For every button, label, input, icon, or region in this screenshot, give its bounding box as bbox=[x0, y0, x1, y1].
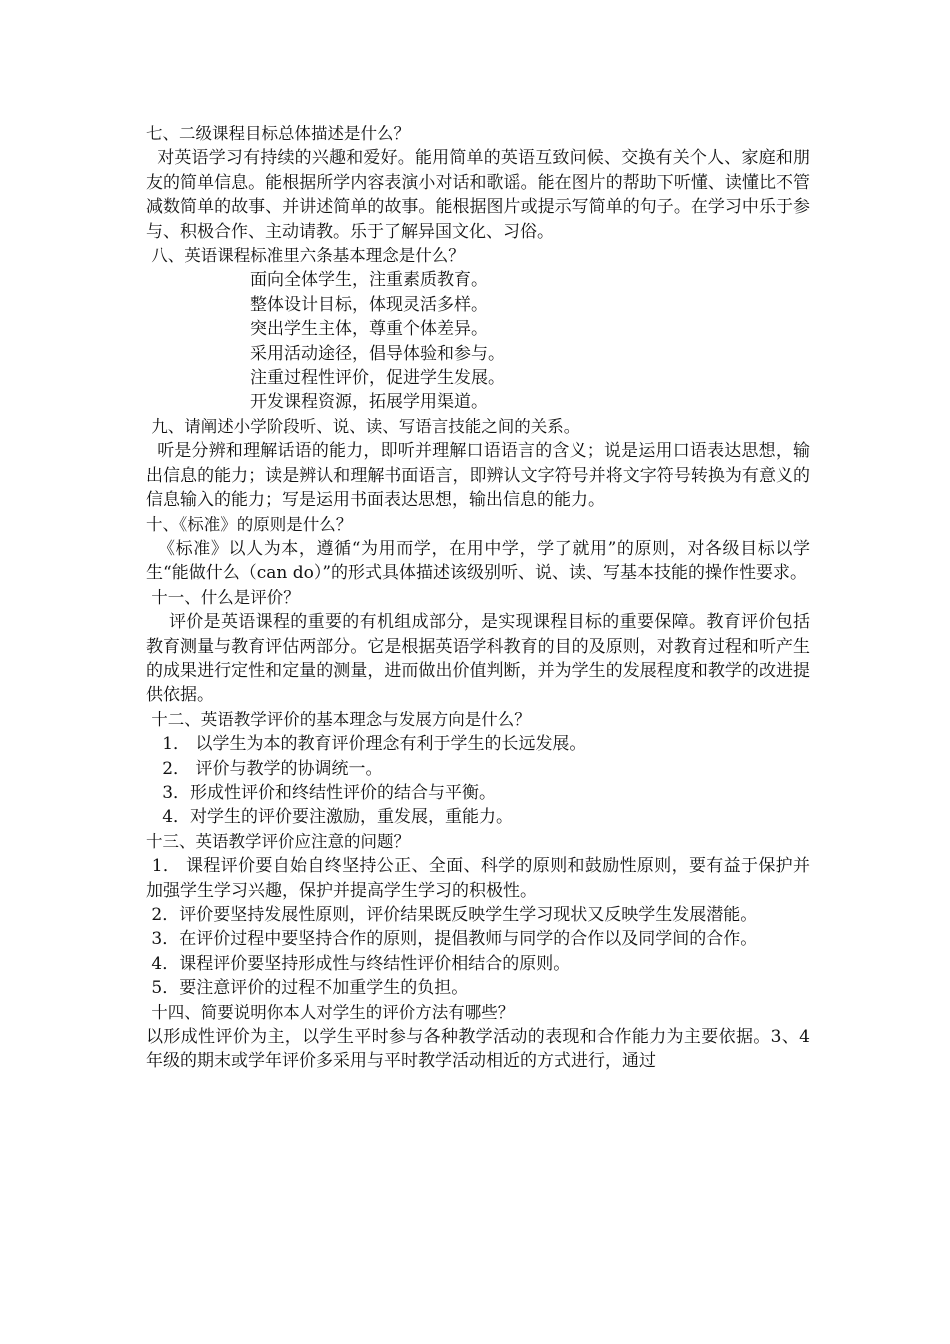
body-paragraph: 4．对学生的评价要注激励，重发展，重能力。 bbox=[146, 807, 514, 828]
body-paragraph: 3．在评价过程中要坚持合作的原则，提倡教师与同学的合作以及同学间的合作。 bbox=[146, 929, 758, 950]
section-heading: 十、《标准》的原则是什么？ bbox=[146, 514, 353, 534]
body-paragraph: 4．课程评价要坚持形成性与终结性评价相结合的原则。 bbox=[146, 953, 571, 974]
body-paragraph: 对英语学习有持续的兴趣和爱好。能用简单的英语互致问候、交换有关个人、家庭和朋友的简单信息。能根据所学内容表演小对话和歌谣。能在图片的帮助下听懂、读懂比不管减数简单的故事、并讲述简单的故事。能根据图片或提示写简单的句子。在学习中乐于参与、积极合作、主动请教。乐于了解异国文化、习俗。 bbox=[146, 148, 811, 242]
principle-item: 突出学生主体，尊重个体差异。 bbox=[250, 319, 488, 340]
body-paragraph: 听是分辨和理解话语的能力，即听并理解口语语言的含义；说是运用口语表达思想，输出信息的能力；读是辨认和理解书面语言，即辨认文字符号并将文字符号转换为有意义的信息输入的能力；写是运用书面表达思想，输出信息的能力。 bbox=[146, 441, 811, 511]
section-heading: 八、英语课程标准里六条基本理念是什么？ bbox=[146, 246, 465, 266]
body-paragraph: 1． 以学生为本的教育评价理念有利于学生的长远发展。 bbox=[146, 734, 587, 755]
principle-item: 采用活动途径，倡导体验和参与。 bbox=[250, 343, 505, 364]
body-paragraph: 以形成性评价为主，以学生平时参与各种教学活动的表现和合作能力为主要依据。3、4年级的期末或学年评价多采用与平时教学活动相近的方式进行，通过 bbox=[146, 1027, 810, 1072]
body-paragraph: 1． 课程评价要自始自终坚持公正、全面、科学的原则和鼓励性原则，要有益于保护并加强学生学习兴趣，保护并提高学生学习的积极性。 bbox=[146, 856, 811, 901]
body-paragraph: 《标准》以人为本，遵循“为用而学，在用中学，学了就用”的原则，对各级目标以学生“能做什么（can do）”的形式具体描述该级别听、说、读、写基本技能的操作性要求。 bbox=[146, 538, 810, 584]
body-paragraph: 2．评价要坚持发展性原则，评价结果既反映学生学习现状又反映学生发展潜能。 bbox=[146, 905, 758, 925]
body-paragraph: 5．要注意评价的过程不加重学生的负担。 bbox=[146, 978, 469, 999]
section-heading: 十四、简要说明你本人对学生的评价方法有哪些？ bbox=[146, 1002, 515, 1022]
section-heading: 十一、什么是评价？ bbox=[146, 587, 300, 607]
section-heading: 十二、英语教学评价的基本理念与发展方向是什么？ bbox=[146, 709, 531, 729]
body-paragraph: 评价是英语课程的重要的有机组成部分，是实现课程目标的重要保障。教育评价包括教育测量与教育评估两部分。它是根据英语学科教育的目的及原则，对教育过程和听产生的成果进行定性和定量的测量，进而做出价值判断，并为学生的发展程度和教学的改进提供依据。 bbox=[146, 612, 810, 706]
body-paragraph: 2． 评价与教学的协调统一。 bbox=[146, 758, 383, 779]
document-body bbox=[146, 122, 810, 1074]
section-heading: 十三、英语教学评价应注意的问题？ bbox=[146, 831, 410, 851]
section-heading: 七、二级课程目标总体描述是什么？ bbox=[146, 124, 410, 143]
section-heading: 九、请阐述小学阶段听、说、读、写语言技能之间的关系。 bbox=[146, 416, 581, 436]
principle-item: 整体设计目标，体现灵活多样。 bbox=[250, 294, 488, 315]
principle-item: 注重过程性评价，促进学生发展。 bbox=[250, 368, 505, 389]
principle-item: 开发课程资源，拓展学用渠道。 bbox=[250, 392, 488, 413]
principle-item: 面向全体学生，注重素质教育。 bbox=[250, 270, 488, 291]
body-paragraph: 3．形成性评价和终结性评价的结合与平衡。 bbox=[146, 782, 497, 803]
